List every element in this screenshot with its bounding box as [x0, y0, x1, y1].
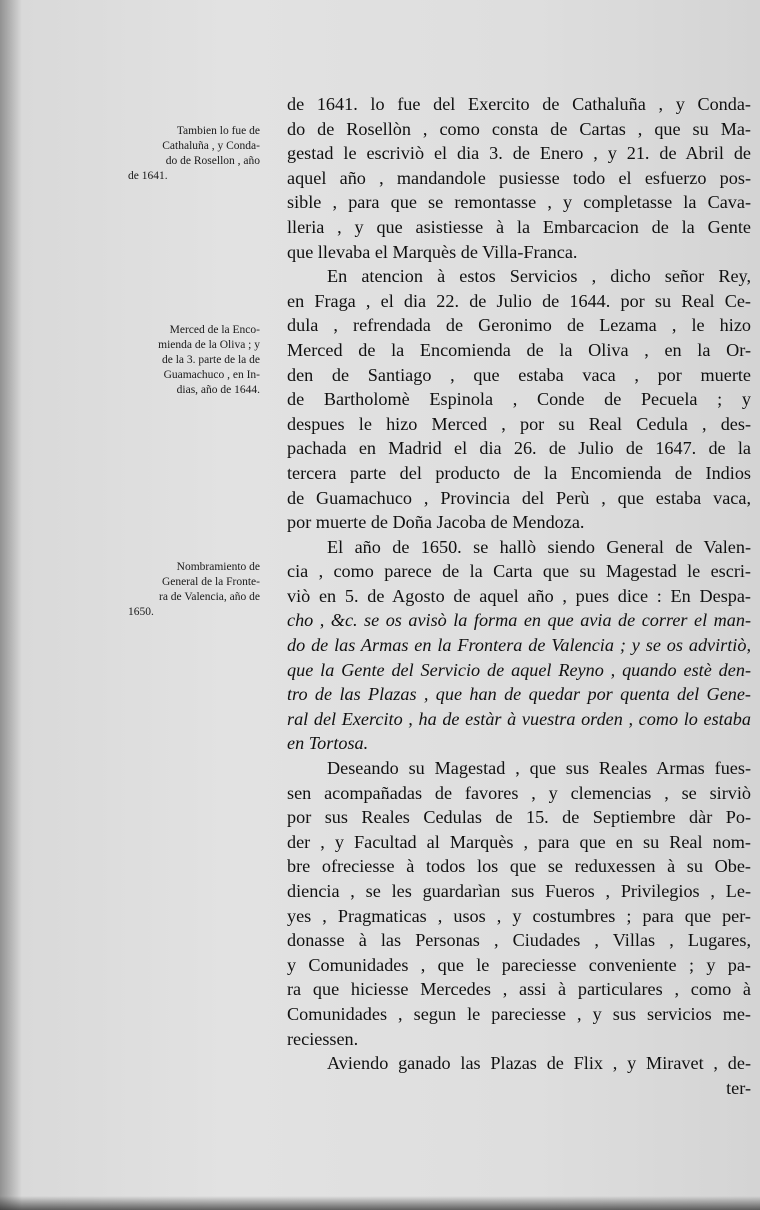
margin-note-encomienda	[128, 323, 260, 398]
text-line: viò en 5. de Agosto de aquel año , pues dice : En Despa-	[287, 585, 751, 606]
text-line: despues le hizo Merced , por su Real Cedula , des-	[287, 413, 751, 434]
text-line: der , y Facultad al Marquès , para que en su Real nom-	[287, 831, 751, 852]
text-line: Comunidades , segun le pareciesse , y sus servicios me-	[287, 1003, 751, 1024]
text-line: de 1641. lo fue del Exercito de Cathaluña , y Conda-	[287, 94, 751, 114]
margin-note-cathaluna	[128, 124, 260, 184]
text-line: de Bartholomè Espinola , Conde de Pecuela ; y	[287, 389, 751, 410]
text-line: cia , como parece de la Carta que su Magestad le escri-	[287, 561, 751, 582]
text-line: Merced de la Encomienda de la Oliva , en la Or-	[287, 339, 751, 360]
paragraph-valencia	[287, 535, 751, 756]
text-line: por sus Reales Cedulas de 15. de Septiembre dàr Po-	[287, 807, 751, 828]
margin-note-line: de la 3. parte de la de	[161, 354, 260, 366]
text-line: tercera parte del producto de la Encomienda de Indios	[287, 462, 751, 483]
text-line: donasse à las Personas , Ciudades , Villas , Lugares,	[287, 930, 751, 951]
margin-note-line: Cathaluña , y Conda-	[162, 140, 260, 152]
paragraph-flix-miravet	[287, 1051, 751, 1076]
margin-note-line: ra de Valencia, año de	[158, 591, 260, 603]
text-line: Aviendo ganado las Plazas de Flix , y Miravet , de-	[327, 1053, 751, 1074]
text-line: bre ofreciesse à todos los que se reduxessen à su Obe-	[287, 856, 751, 877]
body-text	[287, 92, 751, 1100]
margin-note-line: Nombramiento de	[176, 561, 260, 573]
text-line: do de Rosellòn , como consta de Cartas , que su Ma-	[287, 118, 751, 139]
text-line-quoted: que la Gente del Servicio de aquel Reyno , quando estè den-	[287, 659, 751, 680]
text-line: dula , refrendada de Geronimo de Lezama , le hizo	[287, 315, 751, 336]
catchword: ter-	[726, 1077, 751, 1098]
text-line: sen acompañadas de favores , y clemencias , se sirviò	[287, 782, 751, 803]
paragraph-reales-cedulas	[287, 756, 751, 1051]
text-line: gestad le escriviò el dia 3. de Enero , y 21. de Abril de	[287, 143, 751, 164]
margin-note-line: Tambien lo fue de	[176, 125, 260, 137]
text-line-quoted: tro de las Plazas , que han de quedar por quenta del Gene-	[287, 684, 751, 705]
text-line: en Fraga , el dia 22. de Julio de 1644. por su Real Ce-	[287, 290, 751, 311]
margin-note-line: Guamachuco , en In-	[163, 369, 260, 381]
margin-note-valencia	[128, 560, 260, 620]
text-line: yes , Pragmaticas , usos , y costumbres ; para que per-	[287, 905, 751, 926]
margin-note-line: de 1641.	[128, 170, 168, 182]
text-line-quoted: en Tortosa.	[287, 733, 369, 754]
text-line-quoted: cho , &c. se os avisò la forma en que avia de correr el man-	[287, 610, 751, 631]
bottom-shadow	[0, 1196, 760, 1210]
margin-note-line: 1650.	[128, 606, 154, 618]
margin-note-line: dias, año de 1644.	[176, 384, 260, 396]
text-line: por muerte de Doña Jacoba de Mendoza.	[287, 512, 585, 533]
paragraph-service-cathaluna	[287, 92, 751, 264]
text-line: sible , para que se remontasse , y completasse la Cava-	[287, 192, 751, 213]
text-line: lleria , y que asistiesse à la Embarcacion de la Gente	[287, 216, 751, 237]
text-line: En atencion à estos Servicios , dicho señor Rey,	[327, 266, 751, 287]
paragraph-encomienda	[287, 264, 751, 535]
text-line-quoted: ral del Exercito , ha de estàr à vuestra orden , como lo estaba	[287, 708, 751, 729]
text-line: de Guamachuco , Provincia del Perù , que estaba vaca,	[287, 487, 751, 508]
text-line: reciessen.	[287, 1028, 359, 1049]
text-line: ra que hiciesse Mercedes , assi à particulares , como à	[287, 979, 751, 1000]
text-line-quoted: do de las Armas en la Frontera de Valencia ; y se os advirtiò,	[287, 635, 751, 656]
text-line: El año de 1650. se hallò siendo General de Valen-	[327, 536, 751, 557]
text-line: den de Santiago , que estaba vaca , por muerte	[287, 364, 751, 385]
margin-note-line: General de la Fronte-	[161, 576, 260, 588]
margin-note-line: Merced de la Enco-	[169, 324, 260, 336]
margin-note-line: mienda de la Oliva ; y	[158, 339, 260, 351]
text-line: que llevaba el Marquès de Villa-Franca.	[287, 241, 578, 262]
text-line: y Comunidades , que le pareciesse conveniente ; y pa-	[287, 954, 751, 975]
text-line: diencia , se les guardarìan sus Fueros , Privilegios , Le-	[287, 881, 751, 901]
gutter-shadow	[0, 0, 22, 1210]
margin-note-line: do de Rosellon , año	[165, 155, 260, 167]
text-line: aquel año , mandandole pusiesse todo el esfuerzo pos-	[287, 167, 751, 188]
text-line: pachada en Madrid el dia 26. de Julio de 1647. de la	[287, 438, 751, 459]
text-line: Deseando su Magestad , que sus Reales Armas fues-	[327, 758, 751, 779]
